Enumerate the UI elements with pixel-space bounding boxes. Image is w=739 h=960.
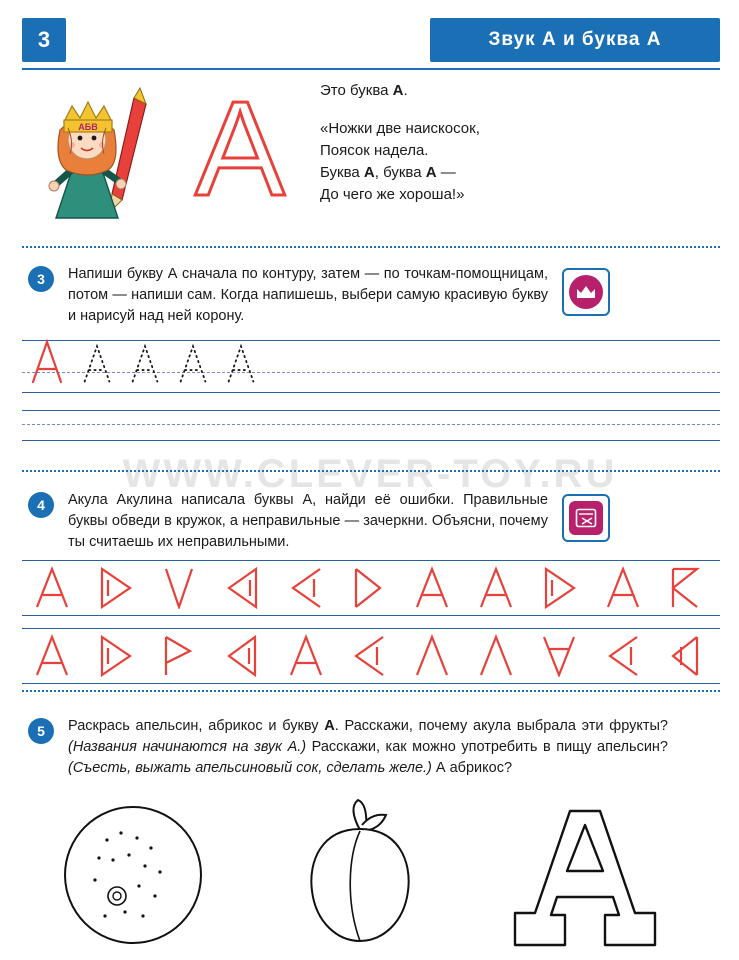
header-divider	[22, 68, 720, 70]
glyph2-A-rotated-right-bar[interactable]	[667, 633, 709, 679]
tracing-letters-row	[30, 344, 256, 384]
glyph-A-rotated-left[interactable]	[223, 565, 265, 611]
task-4-text: Акула Акулина написала буквы А, найди её ошибки. Правильные буквы обведи в кружок, а неправильные — зачеркни. Объясни, почему ты считаешь их неправильными.	[68, 492, 548, 550]
rhyme-line-4: До чего же хороша!»	[320, 186, 465, 203]
glyph-A-rotated-right-2[interactable]	[540, 565, 582, 611]
glyph2-A-correct[interactable]	[33, 633, 75, 679]
intro-prefix: Это буква	[320, 82, 393, 99]
glyph2-A-mirrored[interactable]	[160, 633, 202, 679]
glyph-A-correct-small[interactable]	[413, 565, 455, 611]
trace-letter-solid	[30, 338, 64, 384]
glyph-A-open-left[interactable]	[160, 565, 202, 611]
separator-task4	[22, 470, 720, 472]
rhyme-line-3: Буква А, буква А —	[320, 164, 456, 181]
task-3-number: 3	[28, 266, 54, 292]
glyph-row-2	[22, 628, 720, 684]
princess-with-pencil-illustration	[22, 72, 162, 232]
glyph2-A-rotated-down[interactable]	[540, 633, 582, 679]
intro-line-1	[320, 80, 720, 102]
trace-letter-dotted-2	[130, 342, 160, 384]
glyph2-A-no-bar-2[interactable]	[477, 633, 519, 679]
page-number: 3	[22, 18, 66, 62]
task-3-badge	[562, 268, 610, 316]
intro-letter: А	[392, 82, 404, 99]
trace-letter-dotted-1	[82, 342, 112, 384]
task-4-badge	[562, 494, 610, 542]
writing-line-bottom-1	[22, 392, 720, 393]
glyph2-A-correct-2[interactable]	[287, 633, 329, 679]
intro-text	[320, 80, 720, 206]
separator-task3	[22, 246, 720, 248]
glyph-A-no-bar[interactable]	[667, 565, 709, 611]
glyph-A-correct-3[interactable]	[604, 565, 646, 611]
rhyme-block	[320, 118, 720, 206]
trace-letter-dotted-4	[226, 342, 256, 384]
page-title: Звук А и буква А	[430, 18, 720, 62]
rhyme-line-1: «Ножки две наискосок,	[320, 120, 480, 137]
crown-icon	[569, 275, 603, 309]
glyph2-A-rotated-left[interactable]	[223, 633, 265, 679]
task-3-text: Напиши букву А сначала по контуру, затем — по точкам-помощницам, потом — напиши сам. Когда напишешь, выбери самую красивую букву и нарисуй над ней корону.	[68, 266, 548, 324]
glyph2-A-rotated-right[interactable]	[96, 633, 138, 679]
glyph-A-correct-2[interactable]	[477, 565, 519, 611]
watermark: WWW.CLEVER-TOY.RU	[122, 452, 618, 496]
cross-out-icon	[569, 501, 603, 535]
svg-text:АБВ: АБВ	[78, 122, 98, 132]
glyph2-A-no-bar[interactable]	[413, 633, 455, 679]
writing-line-top-2	[22, 410, 720, 411]
glyph-A-correct[interactable]	[33, 565, 75, 611]
task-5-number: 5	[28, 718, 54, 744]
glyph-A-rotated-right[interactable]	[96, 565, 138, 611]
intro-suffix: .	[403, 82, 408, 99]
glyph2-A-rotated-up[interactable]	[350, 633, 392, 679]
writing-line-top-1	[22, 340, 720, 341]
task-5-text: Раскрась апельсин, абрикос и букву А. Расскажи, почему акула выбрала эти фрукты? (Названия начинаются на звук А.) Расскажи, как можно употребить в пищу апельсин? (Съесть, выжать апельсиновый сок, сделать желе.) А абрикос?	[68, 718, 668, 776]
big-letter-A: А	[194, 73, 286, 224]
writing-line-dotted-2	[22, 424, 720, 425]
rhyme-line-2: Поясок надела.	[320, 142, 429, 159]
glyph-A-rotated-up[interactable]	[287, 565, 329, 611]
separator-task5	[22, 690, 720, 692]
writing-line-bottom-2	[22, 440, 720, 441]
glyph2-A-rotated-up-2[interactable]	[604, 633, 646, 679]
task-4-number: 4	[28, 492, 54, 518]
glyph-row-1	[22, 560, 720, 616]
trace-letter-dotted-3	[178, 342, 208, 384]
glyph-A-mirrored-left[interactable]	[350, 565, 392, 611]
